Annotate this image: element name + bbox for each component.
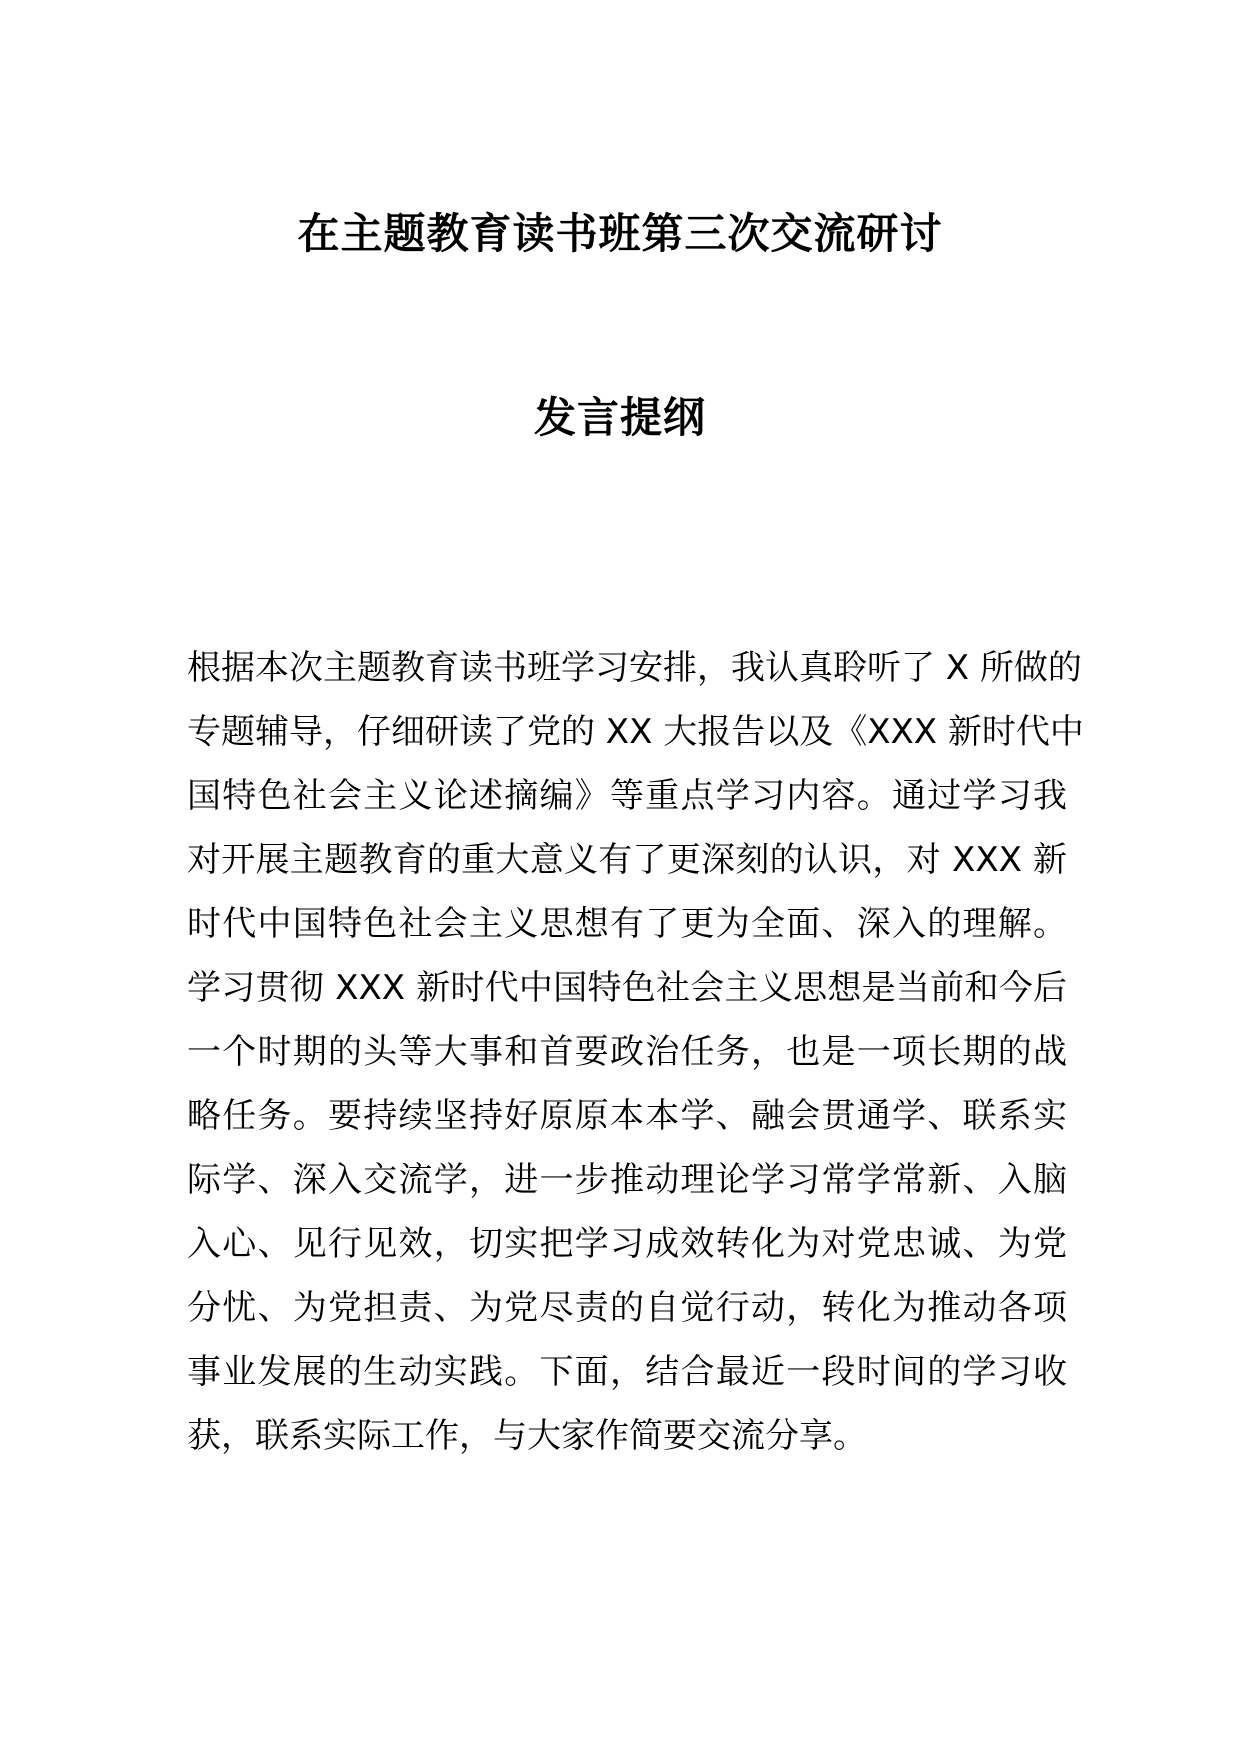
paragraph-line: 事业发展的生动实践。下面，结合最近一段时间的学习收 [187,1352,1067,1392]
paragraph-line: 对开展主题教育的重大意义有了更深刻的认识，对 XXX 新 [187,840,1067,880]
document-title-line-2: 发言提纲 [533,393,706,442]
paragraph-line: 入心、见行见效，切实把学习成效转化为对党忠诚、为党 [187,1224,1067,1264]
document-title-line-1: 在主题教育读书班第三次交流研讨 [297,209,943,258]
paragraph-line: 学习贯彻 XXX 新时代中国特色社会主义思想是当前和今后 [187,968,1067,1008]
paragraph-line: 略任务。要持续坚持好原原本本学、融会贯通学、联系实 [187,1096,1067,1136]
body-paragraph [187,636,1084,1468]
paragraph-line: 国特色社会主义论述摘编》等重点学习内容。通过学习我 [187,776,1067,816]
paragraph-line: 根据本次主题教育读书班学习安排，我认真聆听了 X 所做的 [187,648,1082,688]
paragraph-line: 时代中国特色社会主义思想有了更为全面、深入的理解。 [187,904,1067,944]
paragraph-line: 获，联系实际工作，与大家作简要交流分享。 [187,1416,867,1456]
paragraph-line: 一个时期的头等大事和首要政治任务，也是一项长期的战 [187,1032,1067,1072]
paragraph-line: 分忧、为党担责、为党尽责的自觉行动，转化为推动各项 [187,1288,1067,1328]
paragraph-line: 际学、深入交流学，进一步推动理论学习常学常新、入脑 [187,1160,1067,1200]
paragraph-line: 专题辅导，仔细研读了党的 XX 大报告以及《XXX 新时代中 [187,712,1084,752]
